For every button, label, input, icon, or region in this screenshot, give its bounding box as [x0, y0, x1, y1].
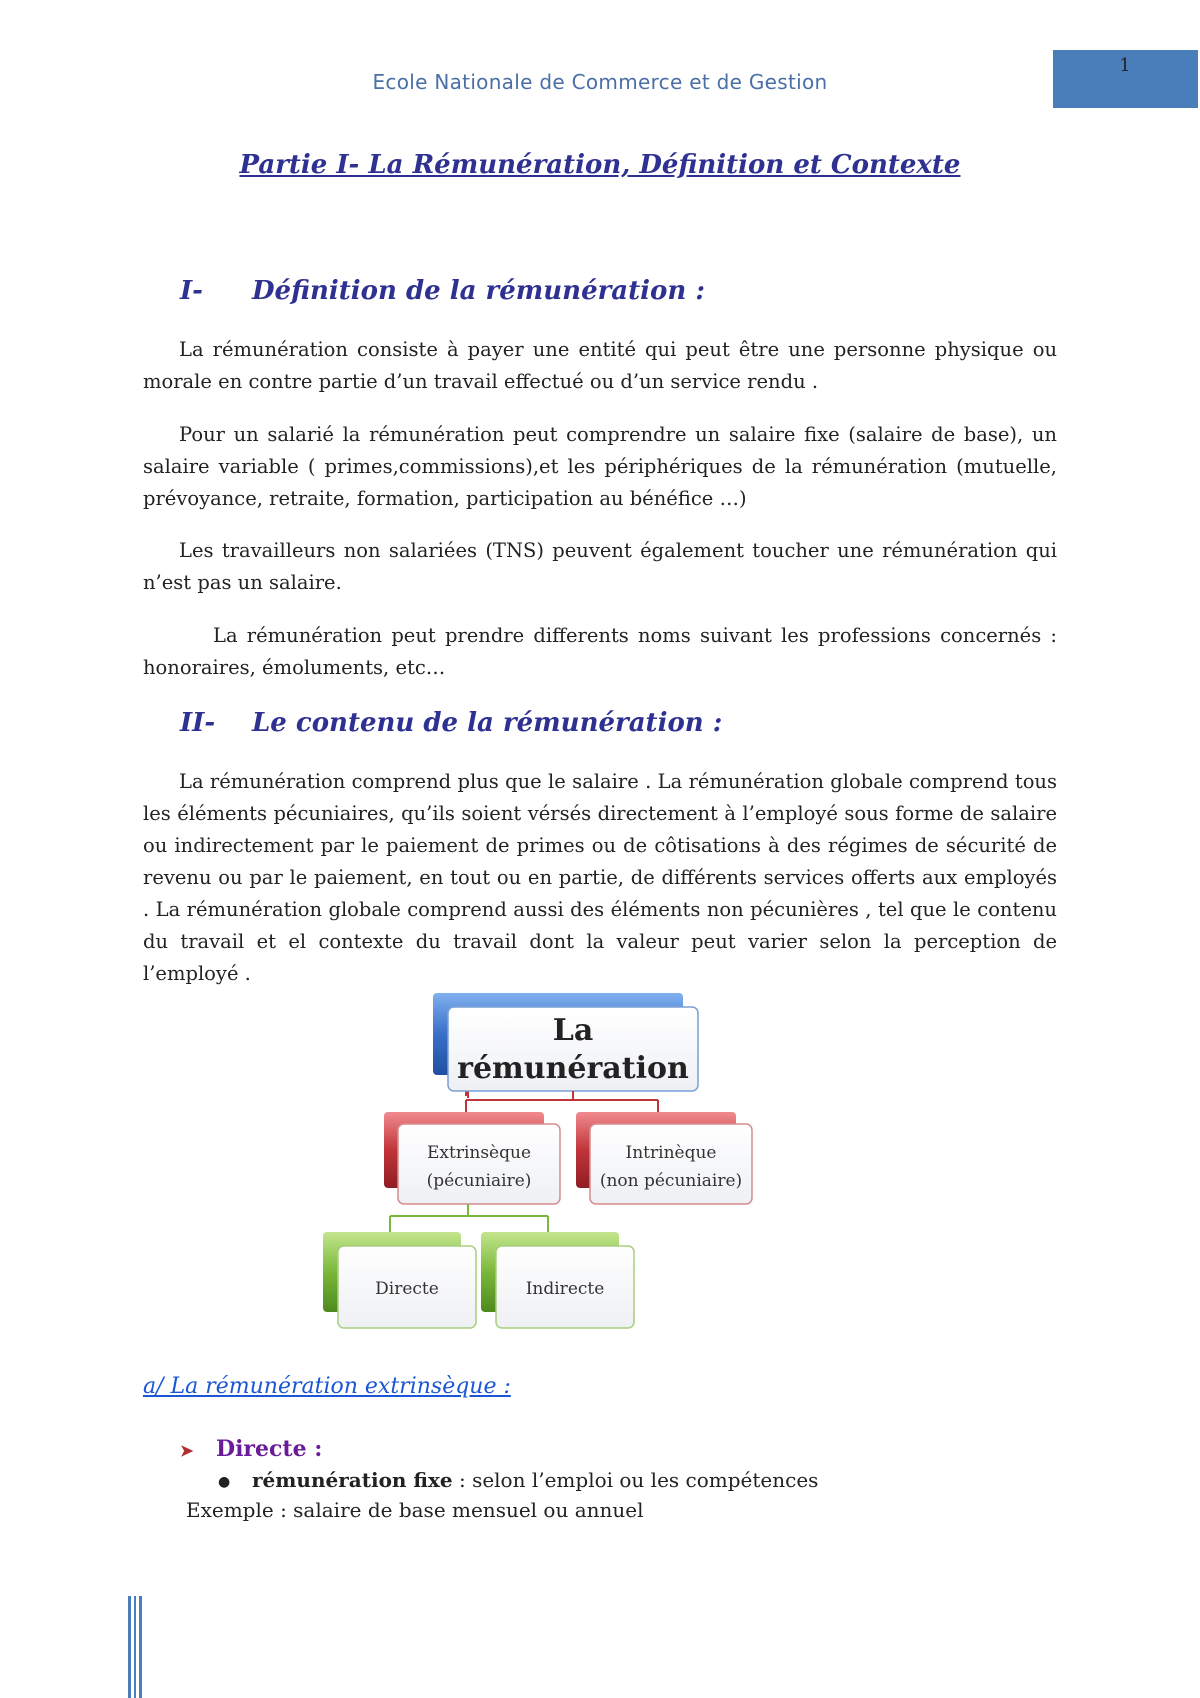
header-school-name: Ecole Nationale de Commerce et de Gestion: [372, 70, 828, 94]
list-item-text: : selon l’emploi ou les compétences: [452, 1468, 819, 1492]
connector-extrinsic-children: [390, 1204, 548, 1232]
root-node-line2: rémunération: [457, 1051, 689, 1086]
section-number-2: II-: [180, 708, 216, 738]
page-title: Partie I- La Rémunération, Définition et Contexte: [239, 150, 961, 180]
extrinsic-node-line2: (pécuniaire): [426, 1171, 532, 1191]
section-heading-1: [180, 276, 705, 306]
paragraph-5: La rémunération comprend plus que le salaire . La rémunération globale comprend tous les éléments pécuniaires, qu’ils soient vérsés directement à l’employé sous forme de salaire ou indirectement par le paiement de primes ou de côtisations à des régimes de sécurité de revenu ou par le paiement, en tout ou en partie, de différents services offerts aux employés . La rémunération globale comprend aussi des éléments non pécunières , tel que le contenu du travail et el contexte du travail dont la valeur peut varier selon la perception de l’employé .: [143, 770, 1057, 985]
root-node: [433, 993, 698, 1091]
indirect-node: [481, 1232, 634, 1328]
paragraph-1: La rémunération consiste à payer une entité qui peut être une personne physique ou morale en contre partie d’un travail effectué ou d’un service rendu .: [143, 338, 1057, 393]
left-margin-rule: [128, 1596, 142, 1698]
section-heading-2: [180, 708, 722, 738]
root-node-line1: La: [552, 1013, 594, 1048]
extrinsic-node-line1: Extrinsèque: [426, 1143, 532, 1163]
section-number-1: I-: [180, 276, 203, 306]
paragraph-3: Les travailleurs non salariées (TNS) peuvent également toucher une rémunération qui n’est pas un salaire.: [143, 539, 1057, 594]
direct-node: [323, 1232, 476, 1328]
indirect-node-label: Indirecte: [525, 1279, 605, 1299]
page-number: 1: [1119, 55, 1131, 76]
extrinsic-node: [384, 1112, 560, 1204]
paragraph-2: Pour un salarié la rémunération peut comprendre un salaire fixe (salaire de base), un salaire variable ( primes,commissions),et les périphériques de la rémunération (mutuelle, prévoyance, retraite, formation, participation au bénéfice …): [143, 423, 1057, 510]
intrinsic-node-line2: (non pécuniaire): [599, 1171, 743, 1191]
connector-root-children: [466, 1091, 658, 1112]
dot-bullet-icon: ●: [218, 1473, 231, 1490]
bullet-directe: [180, 1436, 322, 1462]
section-title-1: Définition de la rémunération :: [252, 276, 705, 306]
arrow-bullet-icon: ➤: [180, 1440, 194, 1460]
intrinsic-node-card: [590, 1124, 752, 1204]
direct-node-label: Directe: [375, 1279, 439, 1299]
paragraph-4: La rémunération peut prendre differents noms suivant les professions concernés : honoraires, émoluments, etc…: [143, 624, 1057, 679]
subsection-heading: a/ La rémunération extrinsèque :: [143, 1374, 511, 1399]
intrinsic-node: [576, 1112, 752, 1204]
intrinsic-node-line1: Intrinèque: [625, 1143, 717, 1163]
example-line: Exemple : salaire de base mensuel ou annuel: [186, 1498, 644, 1522]
extrinsic-node-card: [398, 1124, 560, 1204]
section-title-2: Le contenu de la rémunération :: [252, 708, 723, 738]
list-item-bold: rémunération fixe: [252, 1468, 453, 1492]
remuneration-diagram: [318, 990, 758, 1340]
list-item-fixed-pay: [218, 1468, 818, 1492]
bullet-directe-label: Directe :: [216, 1436, 323, 1462]
